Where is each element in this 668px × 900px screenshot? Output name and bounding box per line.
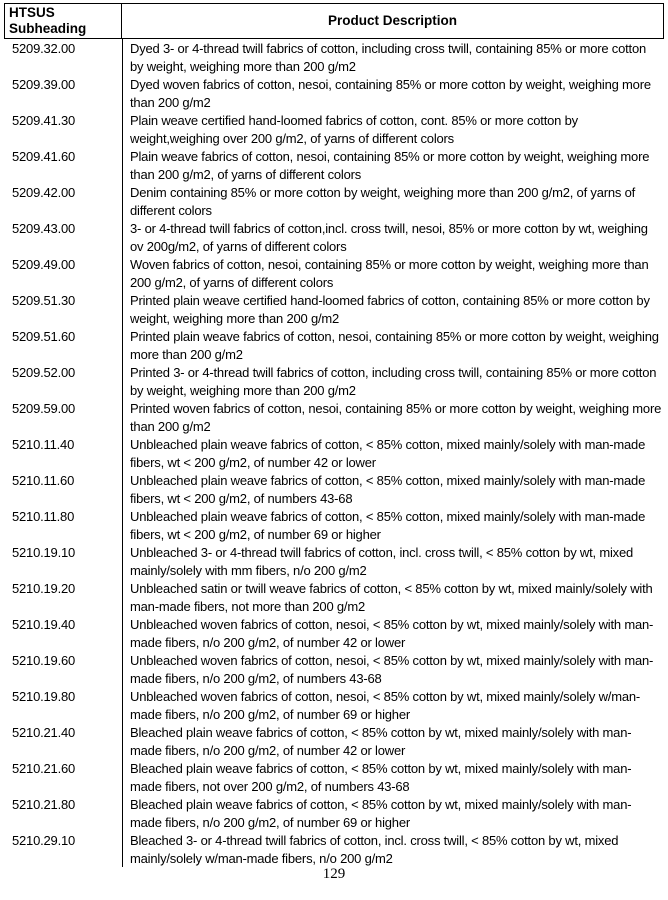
htsus-code-cell: 5209.49.00 (4, 255, 123, 291)
htsus-code-cell: 5209.42.00 (4, 183, 123, 219)
htsus-code-cell: 5210.19.60 (4, 651, 123, 687)
table-row (4, 579, 664, 615)
table-row (4, 651, 664, 687)
table-row (4, 327, 664, 363)
table-row (4, 399, 664, 435)
product-description-cell: Dyed 3- or 4-thread twill fabrics of cotton, including cross twill, containing 85% or more cotton by weight, weighing more than 200 g/m2 (130, 41, 647, 74)
table-row (4, 471, 664, 507)
product-description-cell: Bleached plain weave fabrics of cotton, < 85% cotton by wt, mixed mainly/solely with man-made fibers, n/o 200 g/m2, of number 42 or lower (130, 725, 632, 758)
htsus-code-cell: 5209.32.00 (4, 39, 123, 75)
table-row (4, 615, 664, 651)
htsus-code-cell: 5209.52.00 (4, 363, 123, 399)
table-row (4, 255, 664, 291)
table-row (4, 543, 664, 579)
htsus-code-cell: 5210.29.10 (4, 831, 123, 867)
htsus-code-cell: 5209.41.30 (4, 111, 123, 147)
table-row (4, 219, 664, 255)
table-row (4, 687, 664, 723)
htsus-code-cell: 5210.19.20 (4, 579, 123, 615)
htsus-code-cell: 5210.11.40 (4, 435, 123, 471)
product-description-cell: Printed 3- or 4-thread twill fabrics of cotton, including cross twill, containing 85% or more cotton by weight, weighing more than 200 g/m2 (130, 365, 657, 398)
product-description-cell: Denim containing 85% or more cotton by weight, weighing more than 200 g/m2, of yarns of different colors (130, 185, 636, 218)
product-description-cell: Unbleached 3- or 4-thread twill fabrics of cotton, incl. cross twill, < 85% cotton by wt, mixed mainly/solely with mm fibers, n/o 200 g/m2 (130, 545, 634, 578)
htsus-code-cell: 5210.19.40 (4, 615, 123, 651)
table-row (4, 291, 664, 327)
htsus-code-cell: 5209.39.00 (4, 75, 123, 111)
product-description-cell: Bleached 3- or 4-thread twill fabrics of cotton, incl. cross twill, < 85% cotton by wt, mixed mainly/solely w/man-made fibers, n/o 200 g/m2 (130, 833, 619, 866)
product-description-cell: Unbleached woven fabrics of cotton, nesoi, < 85% cotton by wt, mixed mainly/solely w/man-made fibers, n/o 200 g/m2, of number 69 or higher (130, 689, 641, 722)
htsus-code-cell: 5210.21.80 (4, 795, 123, 831)
htsus-code-cell: 5210.21.60 (4, 759, 123, 795)
column-header-htsus-subheading: HTSUS Subheading (5, 4, 122, 38)
table-row (4, 39, 664, 75)
htsus-code-cell: 5209.43.00 (4, 219, 123, 255)
htsus-code-cell: 5209.59.00 (4, 399, 123, 435)
table-row (4, 759, 664, 795)
product-description-cell: Bleached plain weave fabrics of cotton, < 85% cotton by wt, mixed mainly/solely with man-made fibers, n/o 200 g/m2, of number 69 or higher (130, 797, 632, 830)
table-body (4, 39, 664, 867)
product-description-cell: Unbleached woven fabrics of cotton, nesoi, < 85% cotton by wt, mixed mainly/solely with man-made fibers, n/o 200 g/m2, of number 42 or lower (130, 617, 654, 650)
htsus-code-cell: 5210.21.40 (4, 723, 123, 759)
htsus-table (4, 3, 664, 867)
table-row (4, 75, 664, 111)
table-header-row (4, 3, 664, 39)
product-description-cell: 3- or 4-thread twill fabrics of cotton,incl. cross twill, nesoi, 85% or more cotton by wt, weighing ov 200g/m2, of yarns of different colors (130, 221, 648, 254)
column-header-product-description: Product Description (327, 13, 457, 28)
table-row (4, 507, 664, 543)
table-row (4, 831, 664, 867)
product-description-cell: Unbleached plain weave fabrics of cotton, < 85% cotton, mixed mainly/solely with man-made fibers, wt < 200 g/m2, of numbers 43-68 (130, 473, 646, 506)
product-description-cell: Unbleached plain weave fabrics of cotton, < 85% cotton, mixed mainly/solely with man-made fibers, wt < 200 g/m2, of number 69 or higher (130, 509, 646, 542)
product-description-cell: Woven fabrics of cotton, nesoi, containing 85% or more cotton by weight, weighing more than 200 g/m2, of yarns of different colors (130, 257, 649, 290)
table-row (4, 147, 664, 183)
table-row (4, 723, 664, 759)
product-description-cell: Unbleached plain weave fabrics of cotton, < 85% cotton, mixed mainly/solely with man-made fibers, wt < 200 g/m2, of number 42 or lower (130, 437, 646, 470)
product-description-cell: Dyed woven fabrics of cotton, nesoi, containing 85% or more cotton by weight, weighing more than 200 g/m2 (130, 77, 651, 110)
product-description-cell: Printed woven fabrics of cotton, nesoi, containing 85% or more cotton by weight, weighing more than 200 g/m2 (130, 401, 662, 434)
page-number: 129 (322, 866, 346, 882)
table-row (4, 363, 664, 399)
product-description-cell: Printed plain weave certified hand-loomed fabrics of cotton, containing 85% or more cotton by weight, weighing more than 200 g/m2 (130, 293, 650, 326)
htsus-code-cell: 5209.51.60 (4, 327, 123, 363)
htsus-code-cell: 5210.11.80 (4, 507, 123, 543)
product-description-cell: Plain weave fabrics of cotton, nesoi, containing 85% or more cotton by weight, weighing more than 200 g/m2, of yarns of different colors (130, 149, 650, 182)
htsus-code-cell: 5210.19.80 (4, 687, 123, 723)
htsus-code-cell: 5209.41.60 (4, 147, 123, 183)
product-description-cell: Bleached plain weave fabrics of cotton, < 85% cotton by wt, mixed mainly/solely with man-made fibers, not over 200 g/m2, of numbers 43-68 (130, 761, 632, 794)
product-description-cell: Printed plain weave fabrics of cotton, nesoi, containing 85% or more cotton by weight, weighing more than 200 g/m2 (130, 329, 659, 362)
product-description-cell: Unbleached satin or twill weave fabrics of cotton, < 85% cotton by wt, mixed mainly/solely with man-made fibers, not more than 200 g/m2 (130, 581, 653, 614)
table-row (4, 435, 664, 471)
product-description-cell: Unbleached woven fabrics of cotton, nesoi, < 85% cotton by wt, mixed mainly/solely with man-made fibers, n/o 200 g/m2, of numbers 43-68 (130, 653, 654, 686)
htsus-code-cell: 5210.11.60 (4, 471, 123, 507)
product-description-cell: Plain weave certified hand-loomed fabrics of cotton, cont. 85% or more cotton by weight,weighing over 200 g/m2, of yarns of different colors (130, 113, 578, 146)
table-row (4, 111, 664, 147)
table-row (4, 795, 664, 831)
htsus-code-cell: 5210.19.10 (4, 543, 123, 579)
table-row (4, 183, 664, 219)
htsus-code-cell: 5209.51.30 (4, 291, 123, 327)
